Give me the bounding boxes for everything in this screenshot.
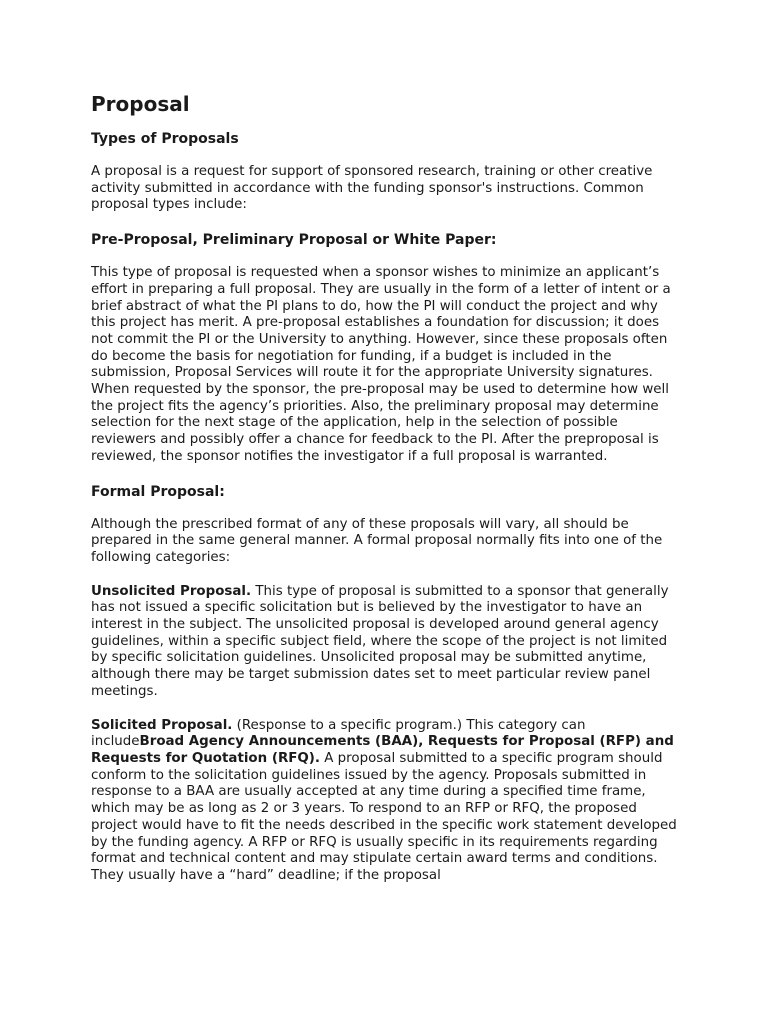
page-title: Proposal (91, 92, 190, 116)
document-page (91, 88, 681, 902)
solicited-bold-text: Broad Agency Announcements (BAA), Requests for Proposal (RFP) and Requests for Quotation (RFQ). (91, 734, 674, 766)
types-heading: Types of Proposals (91, 131, 239, 147)
formal-proposal-heading: Formal Proposal: (91, 483, 225, 500)
intro-paragraph: A proposal is a request for support of sponsored research, training or other creative activity submitted in accordance with the funding sponsor's instructions. Common proposal types include: (91, 164, 653, 213)
unsolicited-label: Unsolicited Proposal. (91, 583, 252, 599)
preproposal-heading: Pre-Proposal, Preliminary Proposal or White Paper: (91, 232, 497, 249)
unsolicited-paragraph (91, 584, 681, 701)
solicited-paragraph (91, 718, 681, 885)
solicited-text-1: (Response to a specific program.) This category can include (91, 717, 586, 750)
unsolicited-text: This type of proposal is submitted to a sponsor that generally has not issued a specific solicitation but is believed by the investigator to have an interest in the subject. The unsolicited proposal is developed around general agency guidelines, within a specific subject field, where the scope of the project is not limited by specific solicitation guidelines. Unsolicited proposal may be submitted anytime, although there may be target submission dates set to meet particular review panel meetings. (91, 583, 669, 699)
solicited-label: Solicited Proposal. (91, 717, 233, 733)
preproposal-paragraph: This type of proposal is requested when a sponsor wishes to minimize an applicant’s effort in preparing a full proposal. They are usually in the form of a letter of intent or a brief abstract of what the PI plans to do, how the PI will conduct the project and why this project has merit. A pre-proposal establishes a foundation for discussion; it does not commit the PI or the University to anything. However, since these proposals often do become the basis for negotiation for funding, if a budget is included in the submission, Proposal Services will route it for the appropriate University signatures. When requested by the sponsor, the pre-proposal may be used to determine how well the project fits the agency’s priorities. Also, the preliminary proposal may determine selection for the next stage of the application, help in the selection of possible reviewers and possibly offer a chance for feedback to the PI. After the preproposal is reviewed, the sponsor notifies the investigator if a full proposal is warranted. (91, 265, 671, 464)
formal-proposal-paragraph: Although the prescribed format of any of these proposals will vary, all should be prepared in the same general manner. A formal proposal normally fits into one of the following categories: (91, 516, 663, 565)
solicited-text-2: A proposal submitted to a specific program should conform to the solicitation guidelines issued by the agency. Proposals submitted in response to a BAA are usually accepted at any time during a specified time frame, which may be as long as 2 or 3 years. To respond to an RFP or RFQ, the proposed project would have to fit the needs described in the specific work statement developed by the funding agency. A RFP or RFQ is usually specific in its requirements regarding format and technical content and may stipulate certain award terms and conditions. They usually have a “hard” deadline; if the proposal (91, 750, 677, 883)
